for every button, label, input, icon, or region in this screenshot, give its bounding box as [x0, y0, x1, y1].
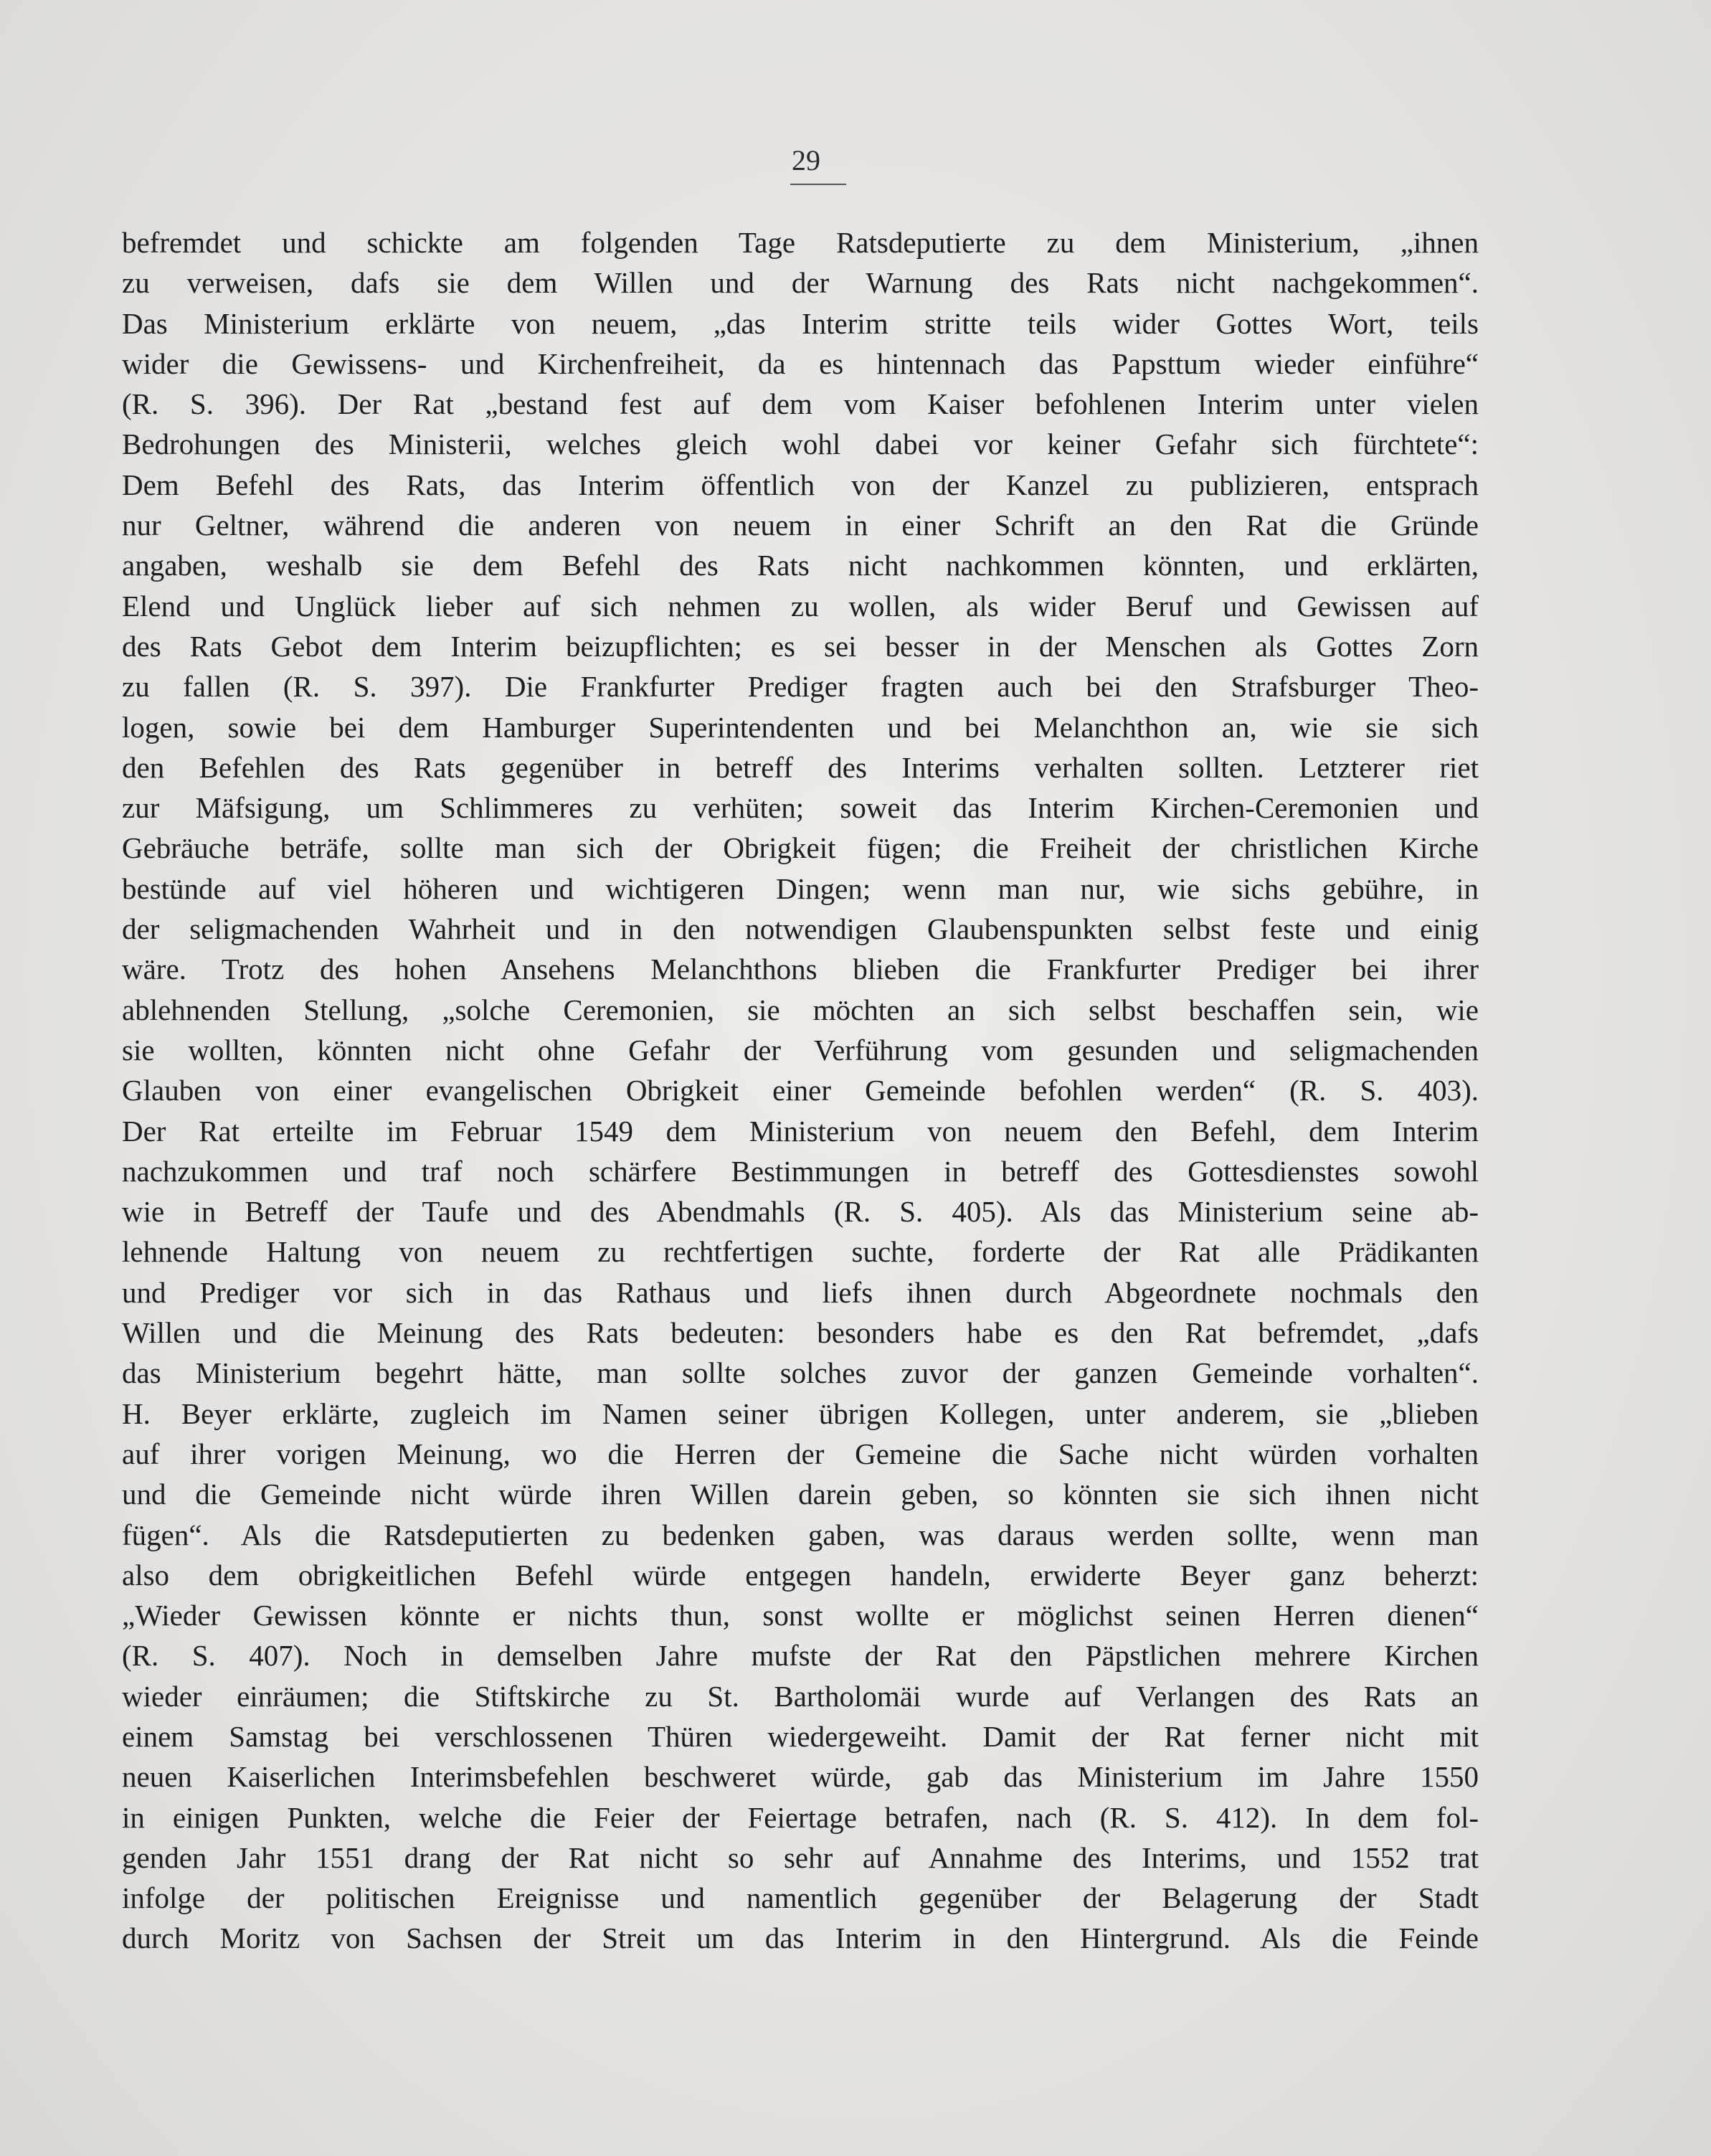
page-number-rule — [790, 184, 846, 185]
text-line: also dem obrigkeitlichen Befehl würde entgegen handeln, erwiderte Beyer ganz beherzt: — [122, 1558, 1479, 1592]
text-line: Bedrohungen des Ministerii, welches gleich wohl dabei vor keiner Gefahr sich fürchtete“: — [122, 427, 1479, 461]
text-line: Elend und Unglück lieber auf sich nehmen zu wollen, als wider Beruf und Gewissen auf — [122, 589, 1479, 623]
text-line: wäre. Trotz des hohen Ansehens Melanchthons blieben die Frankfurter Prediger bei ihrer — [122, 952, 1479, 986]
text-line: Der Rat erteilte im Februar 1549 dem Ministerium von neuem den Befehl, dem Interim — [122, 1114, 1479, 1148]
text-line: des Rats Gebot dem Interim beizupflichten; es sei besser in der Menschen als Gottes Zorn — [122, 629, 1479, 663]
text-line: das Ministerium begehrt hätte, man sollte solches zuvor der ganzen Gemeinde vorhalten“. — [122, 1356, 1479, 1390]
text-line: lehnende Haltung von neuem zu rechtfertigen suchte, forderte der Rat alle Prädikanten — [122, 1235, 1479, 1269]
text-line: Willen und die Meinung des Rats bedeuten: besonders habe es den Rat befremdet, „dafs — [122, 1316, 1479, 1350]
body-text — [122, 222, 1479, 1959]
text-line: zu fallen (R. S. 397). Die Frankfurter Prediger fragten auch bei den Strafsburger Theo- — [122, 670, 1479, 704]
text-line: wieder einräumen; die Stiftskirche zu St. Bartholomäi wurde auf Verlangen des Rats an — [122, 1679, 1479, 1713]
text-line: der seligmachenden Wahrheit und in den notwendigen Glaubenspunkten selbst feste und einig — [122, 912, 1479, 946]
text-line: logen, sowie bei dem Hamburger Superintendenten und bei Melanchthon an, wie sie sich — [122, 710, 1479, 744]
text-line: nachzukommen und traf noch schärfere Bestimmungen in betreff des Gottesdienstes sowohl — [122, 1154, 1479, 1188]
text-line: neuen Kaiserlichen Interimsbefehlen beschweret würde, gab das Ministerium im Jahre 1550 — [122, 1760, 1479, 1794]
text-line: angaben, weshalb sie dem Befehl des Rats nicht nachkommen könnten, und erklärten, — [122, 549, 1479, 582]
text-line: wie in Betreff der Taufe und des Abendmahls (R. S. 405). Als das Ministerium seine ab- — [122, 1195, 1479, 1229]
text-line: durch Moritz von Sachsen der Streit um das Interim in den Hintergrund. Als die Feinde — [122, 1921, 1479, 1955]
text-line: wider die Gewissens- und Kirchenfreiheit, da es hintennach das Papsttum wieder einführe“ — [122, 346, 1479, 380]
text-line: (R. S. 396). Der Rat „bestand fest auf dem vom Kaiser befohlenen Interim unter vielen — [122, 387, 1479, 421]
text-line: den Befehlen des Rats gegenüber in betreff des Interims verhalten sollten. Letzterer riet — [122, 750, 1479, 784]
text-line: infolge der politischen Ereignisse und namentlich gegenüber der Belagerung der Stadt — [122, 1881, 1479, 1915]
text-line: zur Mäfsigung, um Schlimmeres zu verhüten; soweit das Interim Kirchen-Ceremonien und — [122, 791, 1479, 825]
text-line: bestünde auf viel höheren und wichtigeren Dingen; wenn man nur, wie sichs gebühre, in — [122, 871, 1479, 905]
text-line: „Wieder Gewissen könnte er nichts thun, sonst wollte er möglichst seinen Herren dienen“ — [122, 1599, 1479, 1632]
text-line: Das Ministerium erklärte von neuem, „das Interim stritte teils wider Gottes Wort, teils — [122, 306, 1479, 340]
text-line: fügen“. Als die Ratsdeputierten zu bedenken gaben, was daraus werden sollte, wenn man — [122, 1518, 1479, 1551]
text-line: genden Jahr 1551 drang der Rat nicht so sehr auf Annahme des Interims, und 1552 trat — [122, 1840, 1479, 1874]
text-line: befremdet und schickte am folgenden Tage Ratsdeputierte zu dem Ministerium, „ihnen — [122, 226, 1479, 259]
text-line: nur Geltner, während die anderen von neuem in einer Schrift an den Rat die Gründe — [122, 509, 1479, 542]
text-line: sie wollten, könnten nicht ohne Gefahr der Verführung vom gesunden und seligmachenden — [122, 1033, 1479, 1067]
text-line: Gebräuche beträfe, sollte man sich der Obrigkeit fügen; die Freiheit der christlichen Kirche — [122, 831, 1479, 865]
text-line: Dem Befehl des Rats, das Interim öffentlich von der Kanzel zu publizieren, entsprach — [122, 468, 1479, 501]
text-line: H. Beyer erklärte, zugleich im Namen seiner übrigen Kollegen, unter anderem, sie „blieben — [122, 1396, 1479, 1430]
text-line: einem Samstag bei verschlossenen Thüren wiedergeweiht. Damit der Rat ferner nicht mit — [122, 1719, 1479, 1753]
text-line: und die Gemeinde nicht würde ihren Willen darein geben, so könnten sie sich ihnen nicht — [122, 1477, 1479, 1511]
text-line: in einigen Punkten, welche die Feier der Feiertage betrafen, nach (R. S. 412). In dem fol- — [122, 1800, 1479, 1834]
text-line: ablehnenden Stellung, „solche Ceremonien, sie möchten an sich selbst beschaffen sein, wie — [122, 993, 1479, 1026]
page-number: 29 — [792, 144, 820, 176]
text-line: und Prediger vor sich in das Rathaus und liefs ihnen durch Abgeordnete nochmals den — [122, 1275, 1479, 1309]
text-line: Glauben von einer evangelischen Obrigkeit einer Gemeinde befohlen werden“ (R. S. 403). — [122, 1074, 1479, 1107]
text-line: zu verweisen, dafs sie dem Willen und der Warnung des Rats nicht nachgekommen“. — [122, 266, 1479, 300]
text-line: (R. S. 407). Noch in demselben Jahre mufste der Rat den Päpstlichen mehrere Kirchen — [122, 1639, 1479, 1673]
text-line: auf ihrer vorigen Meinung, wo die Herren der Gemeine die Sache nicht würden vorhalten — [122, 1437, 1479, 1470]
